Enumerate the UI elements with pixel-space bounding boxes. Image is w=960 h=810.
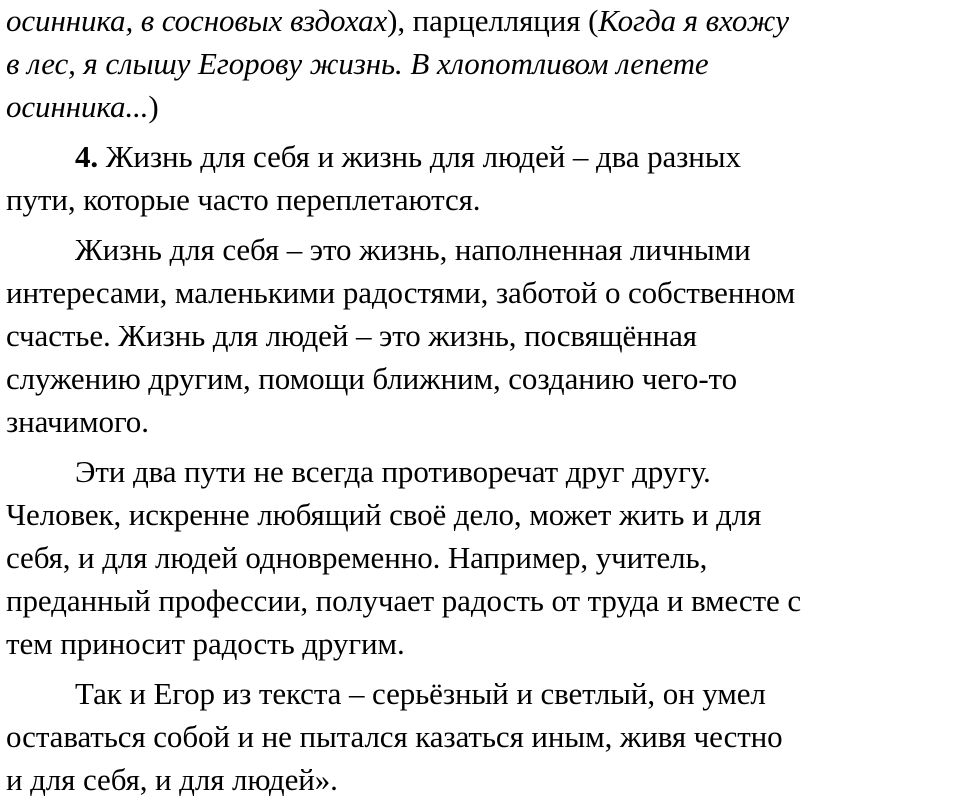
text-line: и для себя, и для людей». [6,762,338,797]
italic-quote: Когда я вхожу [598,3,789,38]
text-line: себя, и для людей одновременно. Например, учитель, [6,540,708,575]
text-line: Так и Егор из текста – серьёзный и светлый, он умел [75,676,766,711]
paragraph-5 [6,228,956,443]
text-line [6,42,956,85]
text-line: служению другим, помощи ближним, созданию чего-то [6,361,737,396]
plain-text: Жизнь для себя и жизнь для людей – два разных [98,139,741,174]
item-number: 4. [75,139,99,174]
text-line: преданный профессии, получает радость от труда и вместе с [6,583,801,618]
text-line [6,85,956,128]
text-line: тем приносит радость другим. [6,626,405,661]
text-line: оставаться собой и не пытался казаться иным, живя честно [6,719,783,754]
italic-quote: осинника... [6,89,149,124]
text-line: пути, которые часто переплетаются. [6,182,481,217]
text-line: значимого. [6,404,149,439]
italic-quote: осинника, в сосновых вздохах [6,3,388,38]
text-line: Человек, искренне любящий своё дело, может жить и для [6,497,762,532]
text-line [6,135,956,178]
text-line [6,0,956,42]
paragraph-6 [6,450,956,665]
text-line: интересами, маленькими радостями, заботой о собственном [6,275,796,310]
paragraph-4 [6,135,956,221]
text-line: Эти два пути не всегда противоречат друг другу. [75,454,711,489]
italic-quote: в лес, я слышу Егорову жизнь. В хлопотливом лепете [6,46,709,81]
paragraph-intro [6,0,956,128]
text-line: Жизнь для себя – это жизнь, наполненная личными [75,232,751,267]
plain-text: ) [148,89,159,124]
paragraph-7 [6,672,956,801]
text-line: счастье. Жизнь для людей – это жизнь, посвящённая [6,318,697,353]
document-page [6,0,956,801]
plain-text: ), парцелляция ( [387,3,599,38]
